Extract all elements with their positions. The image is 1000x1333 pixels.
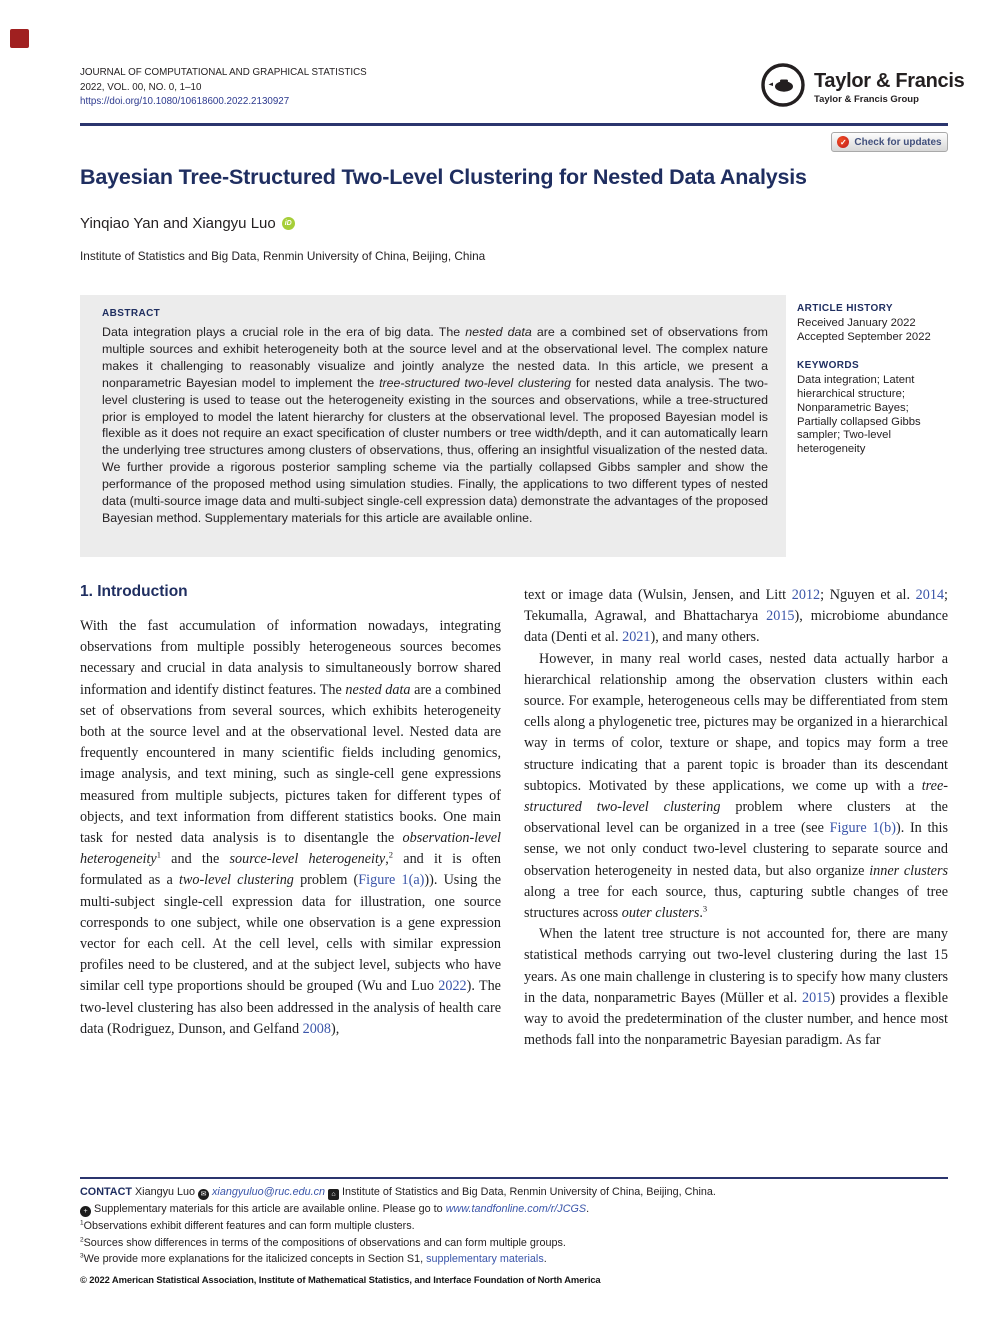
abstract-heading: ABSTRACT [102, 308, 161, 319]
supplementary-line: + Supplementary materials for this article are available online. Please go to www.tandfonline.com/r/JCGS. [80, 1201, 950, 1218]
link[interactable]: supplementary materials [426, 1253, 544, 1266]
intro-column-1 [80, 616, 501, 1040]
author-names: Yinqiao Yan and Xiangyu Luo [80, 215, 276, 232]
corner-marker [10, 29, 29, 48]
article-meta-sidebar [797, 303, 950, 457]
header-rule [80, 123, 948, 126]
taylor-francis-mark-icon [760, 62, 806, 113]
link[interactable]: 2014 [915, 587, 945, 603]
contact-line: CONTACT Xiangyu Luo ✉ xiangyuluo@ruc.edu.cn ⌂ Institute of Statistics and Big Data, Renmin University of China, Beijing, China. [80, 1186, 716, 1198]
taylor-francis-logo [760, 62, 964, 113]
copyright: © 2022 American Statistical Association, Institute of Mathematical Statistics, and Interface Foundation of North America [80, 1273, 601, 1285]
footer [80, 1184, 950, 1288]
check-for-updates-label: Check for updates [854, 136, 942, 148]
link[interactable]: 2021 [622, 629, 651, 646]
abstract-text: Data integration plays a crucial role in the era of big data. The nested data are a combined set of observations from multiple sources and exhibit heterogeneity both at the source level and at the observational level. The complex nature makes it challenging to reasonably visualize and jointly analyze the nested data. In this article, we present a nonparametric Bayesian model to implement the tree-structured two-level clustering for nested data analysis. The two-level clustering is used to tease out the heterogeneity existing in the sources and observations, while a tree-structured prior is employed to model the latent hierarchy for clusters at the observational level. The proposed Bayesian model is flexible as it does not require an exact specification of cluster numbers or tree width/depth, and it can automatically learn the underlying tree structures among clusters of observations, thus, offering an insightful visualization of the nested data. We further provide a rigorous posterior sampling scheme via the partially collapsed Gibbs sampler and show the performance of the proposed method using simulation studies. Finally, the applications to two different types of nested data (multi-source image data and multi-subject single-cell expression data) demonstrate the advantages of the proposed Bayesian method. Supplementary materials for this article are available online. [102, 325, 769, 525]
introduction-heading: 1. Introduction [80, 583, 188, 600]
intro-paragraph-1: With the fast accumulation of information nowadays, integrating observations from multiple possibly heterogeneous sources becomes necessary and crucial in data analysis to simultaneously borrow shared information and identify distinct features. The nested data are a combined set of observations from several sources, which exhibits heterogeneity both at the source level and at the observational level. Nested data are frequently encountered in many scientific fields including genomics, image analysis, and text mining, such as single-cell gene expressions measured from multiple subjects, pictures taken for different types of objects, and text information from different statistics books. One main task for nested data analysis is to disentangle the observation-level heterogeneity$^1$ and the source-level heterogeneity,$^2$ and it is often formulated as a two-level clustering problem (Figure 1(a))). Using the multi-subject single-cell expression data for illustration, one source corresponds to one subject, while one observation is a gene expression vector for each cell. At the cell level, cells with similar expression profiles need to be clustered, and at the subject level, subjects who have similar cell type proportions should be grouped (Wu and Luo 2022). The two-level clustering has also been addressed in the analysis of health care data (Rodriguez, Dunson, and Gelfand 2008), [80, 618, 501, 1037]
article-title: Bayesian Tree-Structured Two-Level Clustering for Nested Data Analysis [80, 165, 807, 189]
check-for-updates-button[interactable] [831, 132, 948, 152]
keywords-list: Data integration; Latent hierarchical structure; Nonparametric Bayes; Partially collapsed Gibbs sampler; Two-level heterogeneity [797, 373, 921, 456]
logo-text [814, 70, 964, 105]
footnote-1: $^1$Observations exhibit different features and can form multiple clusters. [80, 1219, 415, 1232]
authors-row [80, 215, 295, 232]
intro-paragraph-3: When the latent tree structure is not accounted for, there are many statistical methods carrying out two-level clustering during the last 15 years. As one main challenge in clustering is to specify how many clusters in the data, nonparametric Bayes (Müller et al. 2015) provides a flexible way to avoid the predetermination of the cluster number, and hence most methods fall into the nonparametric Bayesian paradigm. As far [524, 926, 948, 1049]
doi-link[interactable]: https://doi.org/10.1080/10618600.2022.2130927 [80, 96, 290, 108]
volume-info: 2022, VOL. 00, NO. 0, 1–10 [80, 81, 202, 93]
journal-name: JOURNAL OF COMPUTATIONAL AND GRAPHICAL STATISTICS [80, 67, 367, 78]
link[interactable]: 2015 [766, 608, 795, 625]
link[interactable]: 2015 [801, 989, 831, 1006]
accepted-date: Accepted September 2022 [797, 330, 931, 343]
footnote-3: $^3$We provide more explanations for the italicized concepts in Section S1, supplementary materials. [80, 1252, 547, 1266]
intro-paragraph-1-continued: text or image data (Wulsin, Jensen, and Litt 2012; Nguyen et al. 2014; Tekumalla, Agrawal, and Bhattacharya 2015), microbiome abundance data (Denti et al. 2021), and many others. [524, 587, 948, 646]
link[interactable]: Figure 1(a) [358, 872, 425, 889]
article-history-heading: ARTICLE HISTORY [797, 303, 894, 314]
link[interactable]: www.tandfonline.com/r/JCGS [445, 1203, 587, 1215]
link[interactable]: 2012 [791, 587, 821, 603]
publication-info [80, 66, 367, 110]
orcid-icon[interactable]: iD [282, 217, 295, 230]
affiliation: Institute of Statistics and Big Data, Renmin University of China, Beijing, China [80, 249, 486, 263]
link[interactable]: Figure 1(b) [829, 820, 896, 837]
intro-column-2 [524, 585, 948, 1051]
logo-group: Taylor & Francis Group [814, 94, 919, 105]
footnote-2: $^2$Sources show differences in terms of the compositions of observations and can form multiple groups. [80, 1236, 566, 1249]
crossmark-icon: ✓ [837, 136, 849, 148]
logo-name: Taylor & Francis [814, 70, 965, 92]
received-date: Received January 2022 [797, 317, 916, 329]
link[interactable]: 2008 [302, 1020, 331, 1037]
intro-paragraph-2: However, in many real world cases, nested data actually harbor a hierarchical relationship among the observation clusters within each source. For example, heterogeneous cells may be differentiated from stem cells along a phylogenetic tree, pictures may be organized in a hierarchical way in terms of color, texture or shape, and topics may form a tree structure indicating that a parent topic is broader than its descendant subtopics. Motivated by these applications, we come up with a tree-structured two-level clustering problem where clusters at the observational level can be organized in a tree (see Figure 1(b)). In this sense, we not only conduct two-level clustering to separate source and observation heterogeneity in nested data, but also organize inner clusters along a tree for each source, thus, capturing subtle changes of tree structures across outer clusters.$^3$ [524, 650, 948, 922]
link[interactable]: xiangyuluo@ruc.edu.cn [212, 1186, 326, 1198]
keywords-heading: KEYWORDS [797, 359, 860, 371]
link[interactable]: 2022 [438, 978, 467, 995]
abstract-section [80, 295, 786, 557]
footer-rule [80, 1177, 948, 1179]
